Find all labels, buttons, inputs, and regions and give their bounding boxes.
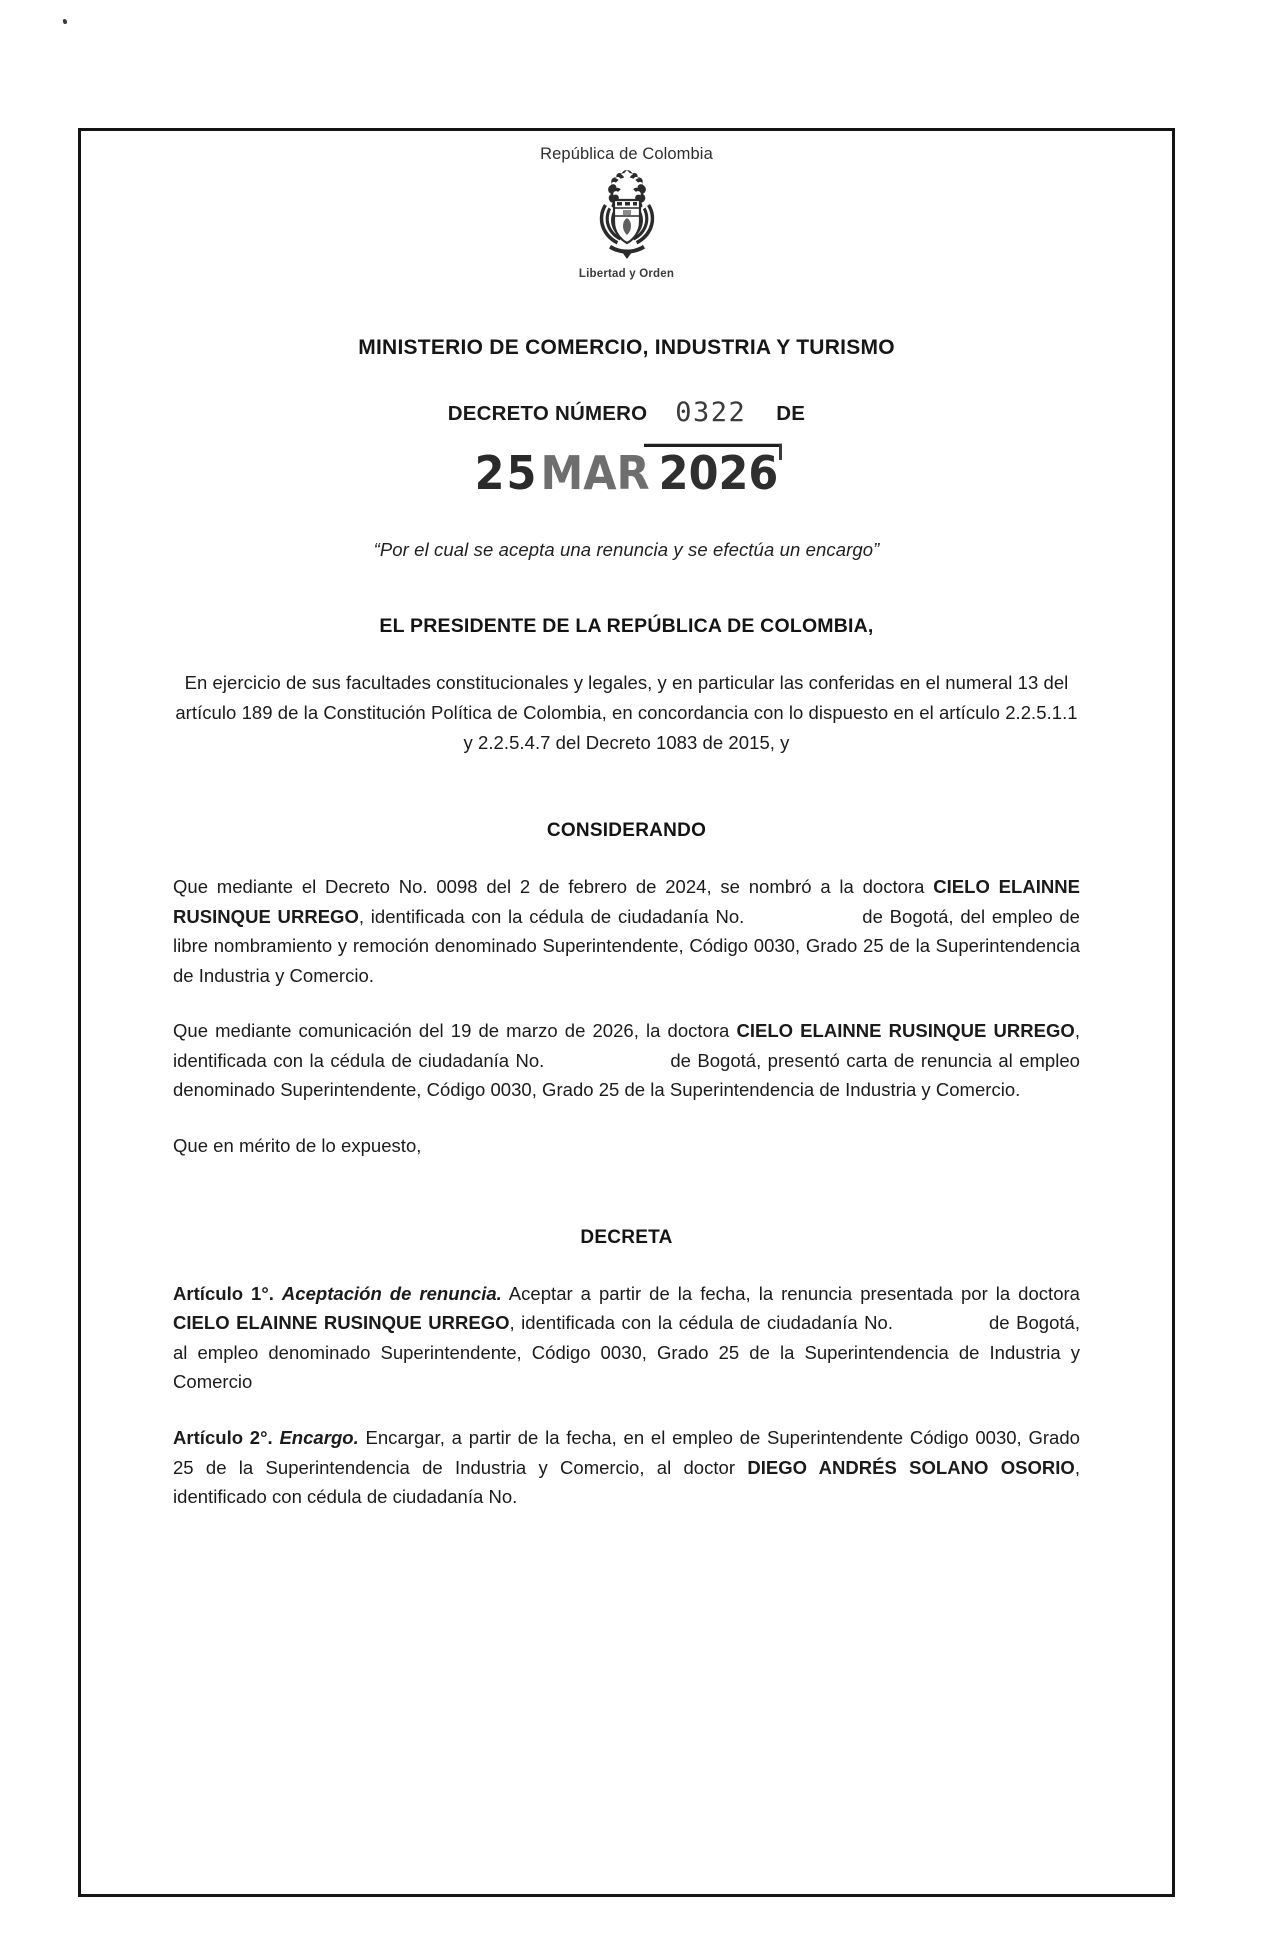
article-1-title: Aceptación de renuncia.	[281, 1282, 502, 1304]
considerando-p1-text-3: de Bogotá, del empleo de libre nombramiento y remoción denominado Superintendente, Código 0030, Grado 25 de la Superintendencia de Industria y Comercio.	[173, 905, 1080, 986]
decree-subject-line: “Por el cual se acepta una renuncia y se efectúa un encargo”	[373, 539, 880, 560]
colombia-coat-of-arms-icon	[581, 166, 673, 274]
article-2-paragraph	[173, 1423, 1080, 1512]
president-heading: EL PRESIDENTE DE LA REPÚBLICA DE COLOMBIA,	[379, 615, 874, 637]
stamp-rule-mark	[644, 444, 782, 447]
document-content	[81, 131, 1172, 1894]
considerando-p2-person-name: CIELO ELAINNE RUSINQUE URREGO	[736, 1020, 1075, 1042]
considerando-p1-text-1: Que mediante el Decreto No. 0098 del 2 de febrero de 2024, se nombró a la doctora	[173, 875, 934, 897]
date-stamp-month: MAR	[540, 447, 650, 501]
republic-line: República de Colombia	[540, 145, 713, 163]
decree-number-value: 0322	[675, 397, 747, 428]
decree-de-label: DE	[776, 402, 806, 425]
considerando-p2-text-3: de Bogotá, presentó carta de renuncia al empleo denominado Superintendente, Código 0030, Grado 25 de la Superintendencia de Industria y Comercio.	[173, 1049, 1080, 1101]
date-stamp	[475, 447, 779, 501]
article-1-number: Artículo 1°.	[173, 1282, 282, 1304]
coat-of-arms-motto: Libertad y Orden	[578, 267, 675, 281]
date-stamp-day: 25	[474, 447, 539, 501]
considerando-paragraph-1	[173, 872, 1080, 990]
decree-number-label: DECRETO NÚMERO	[447, 402, 648, 425]
article-2-number: Artículo 2°.	[173, 1427, 280, 1449]
considerando-paragraph-2	[173, 1016, 1080, 1105]
article-1-paragraph	[173, 1279, 1080, 1397]
article-2-title: Encargo.	[279, 1427, 359, 1449]
decreta-heading: DECRETA	[580, 1226, 673, 1248]
preamble-paragraph: En ejercicio de sus facultades constitucionales y legales, y en particular las conferidas en el numeral 13 del artículo 189 de la Constitución Política de Colombia, en concordancia con lo dispuesto en el artículo 2.2.5.1.1 y 2.2.5.4.7 del Decreto 1083 de 2015, y	[175, 672, 1078, 753]
article-1-person-name: CIELO ELAINNE RUSINQUE URREGO	[173, 1312, 510, 1334]
article-1-text-1: Aceptar a partir de la fecha, la renuncia presentada por la doctora	[501, 1282, 1080, 1304]
document-masthead	[173, 145, 1080, 638]
article-2-text-2: , identificado con cédula de ciudadanía No.	[173, 1456, 1080, 1508]
article-1-text-3: de Bogotá, al empleo denominado Superintendente, Código 0030, Grado 25 de la Superintendencia de Industria y Comercio	[173, 1312, 1081, 1393]
decree-number-row	[173, 396, 1080, 427]
article-2-text-1: Encargar, a partir de la fecha, en el empleo de Superintendente Código 0030, Grado 25 de la Superintendencia de Industria y Comercio, al doctor	[173, 1427, 1080, 1478]
document-page-frame	[78, 128, 1175, 1897]
article-2-person-name: DIEGO ANDRÉS SOLANO OSORIO	[747, 1456, 1075, 1478]
ministry-title: MINISTERIO DE COMERCIO, INDUSTRIA Y TURISMO	[358, 336, 895, 359]
considerando-p1-person-name: CIELO ELAINNE RUSINQUE URREGO	[173, 875, 1080, 927]
considerando-paragraph-3: Que en mérito de lo expuesto,	[173, 1135, 422, 1157]
article-1-text-2: , identificada con la cédula de ciudadanía No.	[509, 1312, 893, 1334]
considerando-p2-text-2: , identificada con la cédula de ciudadanía No.	[173, 1020, 1081, 1071]
considerando-p1-text-2: , identificada con la cédula de ciudadanía No.	[358, 905, 745, 927]
date-stamp-year: 2026	[658, 447, 779, 501]
scan-artifact-speck	[62, 19, 67, 25]
considerando-heading: CONSIDERANDO	[546, 819, 707, 841]
considerando-p2-text-1: Que mediante comunicación del 19 de marzo de 2026, la doctora	[173, 1020, 737, 1042]
date-stamp-container	[173, 449, 1080, 499]
